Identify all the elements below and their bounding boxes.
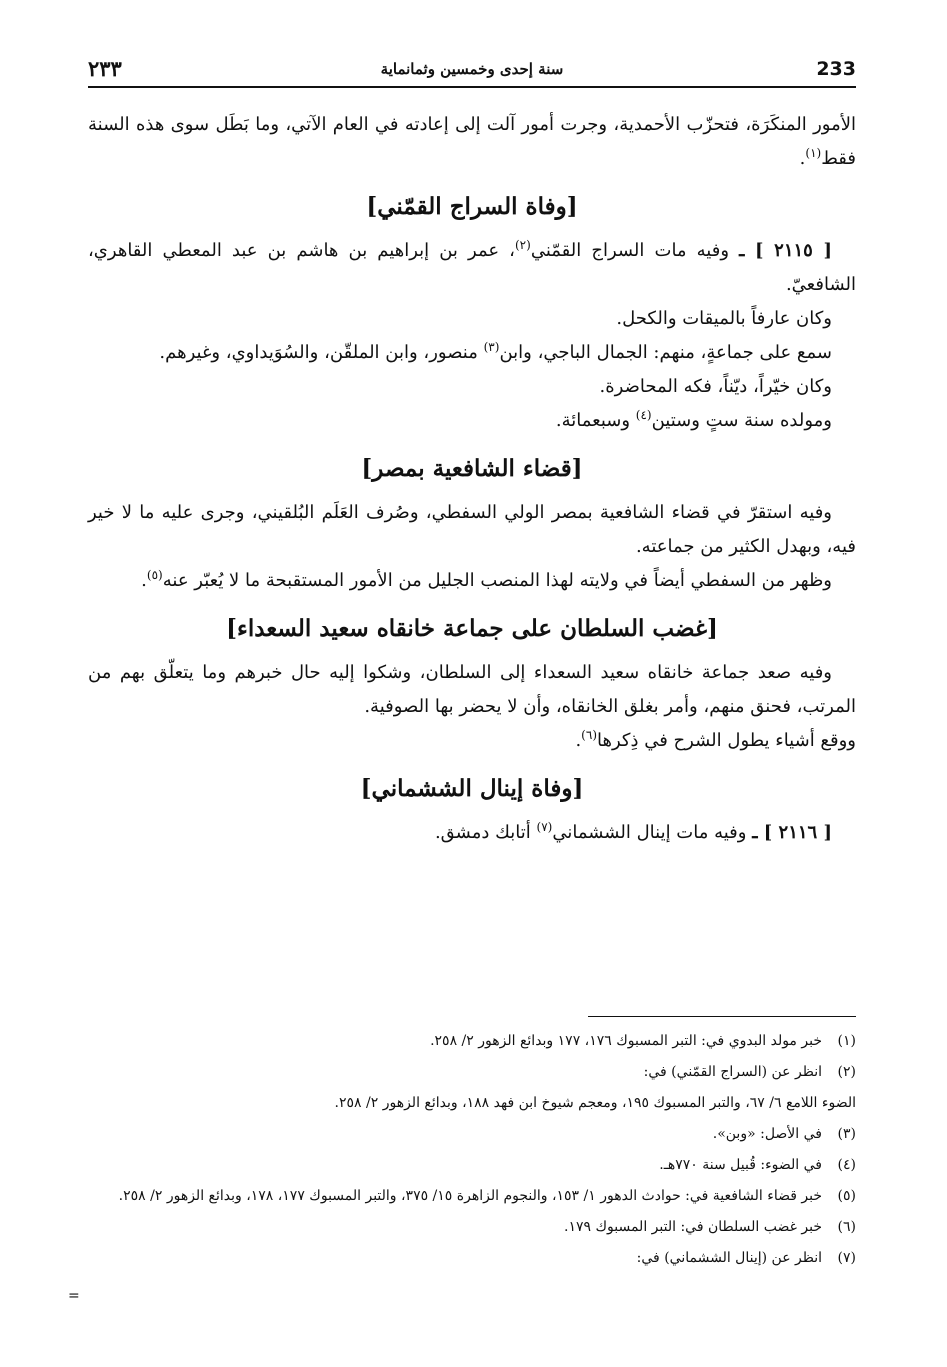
- footnote-number: (١): [837, 1033, 856, 1049]
- footnote-item: [88, 1057, 856, 1088]
- footnote-number: (٢): [837, 1064, 856, 1080]
- paragraph: وكان خيّراً، ديّناً، فكه المحاضرة.: [599, 376, 832, 397]
- footnote-text: خبر قضاء الشافعية في: حوادث الدهور ١/ ١٥٣، والنجوم الزاهرة ١٥/ ٣٧٥، والتبر المسبوك ١٧٧، ١٧٨، وبدائع الزهور ٢/ ٢٥٨.: [118, 1188, 822, 1204]
- section-heading: [وفاة السراج القمّني]: [366, 193, 578, 220]
- footnote-number: (٤): [837, 1157, 856, 1173]
- footnote-ref[interactable]: (٦): [581, 728, 597, 742]
- footnote-text: في الضوء: قُبيل سنة ٧٧٠هـ.: [659, 1157, 822, 1173]
- book-page: [88, 54, 856, 1344]
- section-heading: [وفاة إينال الششماني]: [360, 775, 584, 802]
- footnote-text: في الأصل: «وبن».: [712, 1126, 822, 1142]
- footnote-number: (٣): [837, 1126, 856, 1142]
- footnote-item: [88, 1119, 856, 1150]
- paragraph: ومولده سنة ستٍ وستين$^{(٤)}$ وسبعمائة.: [555, 408, 832, 431]
- paragraph: وفيه صعد جماعة خانقاه سعيد السعداء إلى السلطان، وشكوا إليه حال خبرهم وما يتعلّق بهم من المرتب، فحنق منهم، وأمر بغلق الخانقاه، وأن لا يحضر بها الصوفية.: [88, 662, 856, 717]
- biography-entry: [ ٢١١٦ ] ـ وفيه مات إينال الششماني$^{(٧)}$ أتابك دمشق.: [434, 820, 832, 843]
- entry-number: [ ٢١١٥ ] ـ: [739, 240, 832, 261]
- page-number: 233: [816, 58, 856, 80]
- footnote-text: انظر عن (إينال الششماني) في:: [636, 1250, 822, 1266]
- paragraph: وظهر من السفطي أيضاً في ولايته لهذا المنصب الجليل من الأمور المستقبحة ما لا يُعبّر عنه$^{(٥)}$.: [141, 568, 832, 591]
- footnote-ref[interactable]: (١): [805, 146, 822, 160]
- section-heading: [قضاء الشافعية بمصر]: [361, 455, 583, 482]
- footnote-item: [88, 1212, 856, 1243]
- paragraph: سمع على جماعةٍ، منهم: الجمال الباجي، وابن$^{(٣)}$ منصور، وابن الملقّن، والسُوَيداوي، وغيرهم.: [159, 340, 832, 363]
- entry-number: [ ٢١١٦ ] ـ: [752, 822, 832, 843]
- footnote-text: خبر غضب السلطان في: التبر المسبوك ١٧٩.: [564, 1219, 822, 1235]
- running-title: سنة إحدى وخمسين وثمانماية: [380, 60, 564, 78]
- paragraph: وكان عارفاً بالميقات والكحل.: [616, 308, 832, 329]
- footnote-text: خبر مولد البدوي في: التبر المسبوك ١٧٦، ١٧٧ وبدائع الزهور ٢/ ٢٥٨.: [430, 1033, 822, 1049]
- main-text: [88, 108, 856, 850]
- footnote-text: انظر عن (السراج القمّني) في:: [643, 1064, 822, 1080]
- page-number-arabic: ٢٣٣: [88, 56, 122, 81]
- footnote-item: [88, 1181, 856, 1212]
- footnote-item: [88, 1243, 856, 1274]
- footnote-item: [88, 1150, 856, 1181]
- footnotes: [88, 1026, 856, 1274]
- paragraph: وفيه استقرّ في قضاء الشافعية بمصر الولي السفطي، وصُرف العَلَم البُلقيني، وجرى عليه ما لا خير فيه، وبهدل الكثير من جماعته.: [88, 502, 856, 557]
- footnote-separator: [588, 1016, 856, 1017]
- footnote-item: [88, 1026, 856, 1057]
- paragraph: ووقع أشياء يطول الشرح في ذِكرها$^{(٦)}$.: [575, 728, 856, 751]
- footnote-ref[interactable]: (٥): [146, 568, 163, 582]
- footnote-ref[interactable]: (٤): [635, 408, 652, 422]
- footnote-number: (٥): [837, 1188, 856, 1204]
- section-heading: [غضب السلطان على جماعة خانقاه سعيد السعداء]: [226, 615, 718, 642]
- footnote-ref[interactable]: (٢): [514, 238, 531, 252]
- footnote-number: (٦): [837, 1219, 856, 1235]
- footnote-number: (٧): [837, 1250, 856, 1266]
- continued-paragraph: الأمور المنكَرَة، فتحزّب الأحمدية، وجرت أمور آلت إلى إعادته في العام الآتي، وما بَطَل سوى هذه السنة فقط$^{(١)}$.: [88, 114, 856, 169]
- footnote-ref[interactable]: (٣): [483, 340, 500, 354]
- running-header: [88, 54, 856, 88]
- biography-entry: [ ٢١١٥ ] ـ وفيه مات السراج القمّني$^{(٢)}$، عمر بن إبراهيم بن هاشم بن عبد المعطي القاهري، الشافعيّ.: [88, 238, 856, 295]
- footnote-text: الضوء اللامع ٦/ ٦٧، والتبر المسبوك ١٩٥، ومعجم شيوخ ابن فهد ١٨٨، وبدائع الزهور ٢/ ٢٥٨.: [334, 1095, 856, 1111]
- footnote-continuation: [88, 1088, 856, 1119]
- footnote-ref[interactable]: (٧): [536, 820, 553, 834]
- continuation-mark: =: [68, 1288, 80, 1304]
